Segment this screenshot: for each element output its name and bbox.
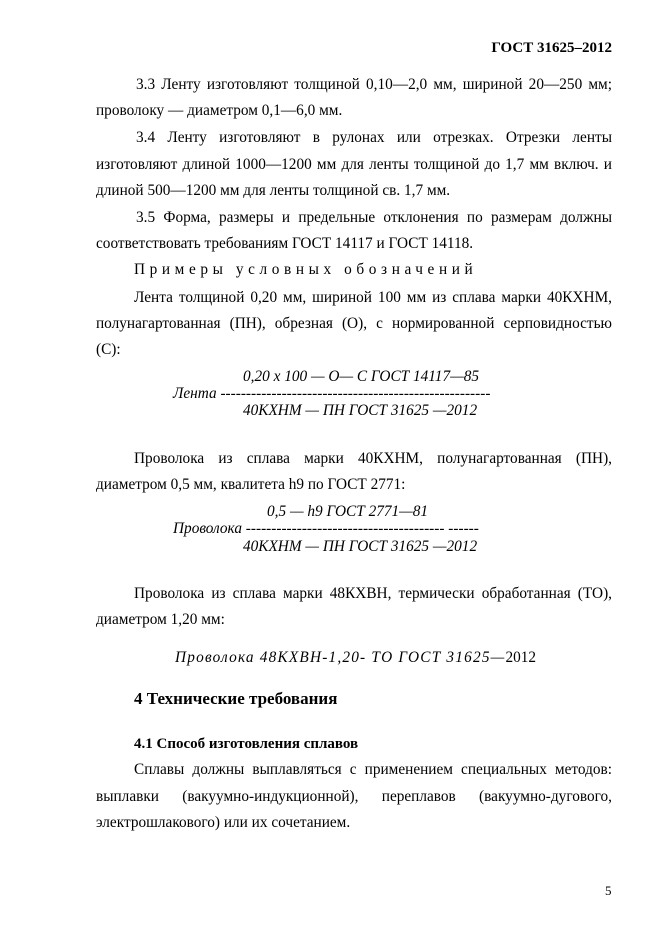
example-2-formula-denominator: 40КХНМ — ПН ГОСТ 31625 —2012 bbox=[243, 538, 478, 555]
subsection-4-1-line-3: электрошлакового) или их сочетанием. bbox=[96, 814, 351, 831]
example-2-formula-numerator: 0,5 — h9 ГОСТ 2771—81 bbox=[267, 503, 429, 520]
example-1-formula-fraction-line: Лента ----------------------------------------------------- bbox=[173, 385, 491, 402]
example-1-line-3: (С): bbox=[96, 341, 121, 358]
page-number: 5 bbox=[605, 883, 612, 898]
example-1-formula-denominator: 40КХНМ — ПН ГОСТ 31625 —2012 bbox=[243, 402, 478, 419]
paragraph-3-4-line-1: 3.4 Ленту изготовляют в рулонах или отрезках. Отрезки ленты bbox=[136, 129, 612, 146]
example-3-line-2: диаметром 1,20 мм: bbox=[96, 611, 225, 628]
paragraph-3-5-line-1: 3.5 Форма, размеры и предельные отклонения по размерам должны bbox=[136, 209, 612, 226]
example-3-formula bbox=[175, 648, 536, 668]
example-2-formula-fraction-line: Проволока --------------------------------------- ------ bbox=[173, 520, 479, 537]
example-1-formula-numerator: 0,20 х 100 — О— С ГОСТ 14117—85 bbox=[243, 368, 479, 385]
example-3-line-1: Проволока из сплава марки 48КХВН, термически обработанная (ТО), bbox=[134, 585, 612, 602]
document-code-header: ГОСТ 31625–2012 bbox=[491, 40, 612, 56]
paragraph-3-3-line-1: 3.3 Ленту изготовляют толщиной 0,10—2,0 мм, шириной 20—250 мм; bbox=[136, 76, 612, 93]
subsection-4-1-line-1: Сплавы должны выплавляться с применением специальных методов: bbox=[134, 761, 612, 778]
example-1-line-1: Лента толщиной 0,20 мм, шириной 100 мм из сплава марки 40КХНМ, bbox=[134, 289, 612, 306]
example-1-line-2: полунагартованная (ПН), обрезная (О), с нормированной серповидностью bbox=[96, 315, 612, 332]
paragraph-3-5-line-2: соответствовать требованиям ГОСТ 14117 и ГОСТ 14118. bbox=[96, 235, 474, 252]
paragraph-3-4-line-3: длиной 500—1200 мм для ленты толщиной св. 1,7 мм. bbox=[96, 182, 451, 199]
example-2-line-2: диаметром 0,5 мм, квалитета h9 по ГОСТ 2771: bbox=[96, 476, 406, 493]
paragraph-3-4-line-2: изготовляют длиной 1000—1200 мм для ленты толщиной до 1,7 мм включ. и bbox=[96, 156, 612, 173]
subsection-4-1-line-2: выплавки (вакуумно-индукционной), переплавов (вакуумно-дугового, bbox=[96, 788, 612, 805]
example-3-formula-year: 2012 bbox=[505, 649, 537, 666]
section-4-title: 4 Технические требования bbox=[134, 689, 338, 708]
example-3-formula-italic: Проволока 48КХВН-1,20- ТО ГОСТ 31625— bbox=[175, 649, 506, 666]
example-2-line-1: Проволока из сплава марки 40КХНМ, полунагартованная (ПН), bbox=[134, 450, 612, 467]
subsection-4-1-title: 4.1 Способ изготовления сплавов bbox=[134, 736, 359, 752]
paragraph-3-3-line-2: проволоку — диаметром 0,1—6,0 мм. bbox=[96, 102, 343, 119]
examples-heading: Примеры условных обозначений bbox=[134, 261, 478, 278]
